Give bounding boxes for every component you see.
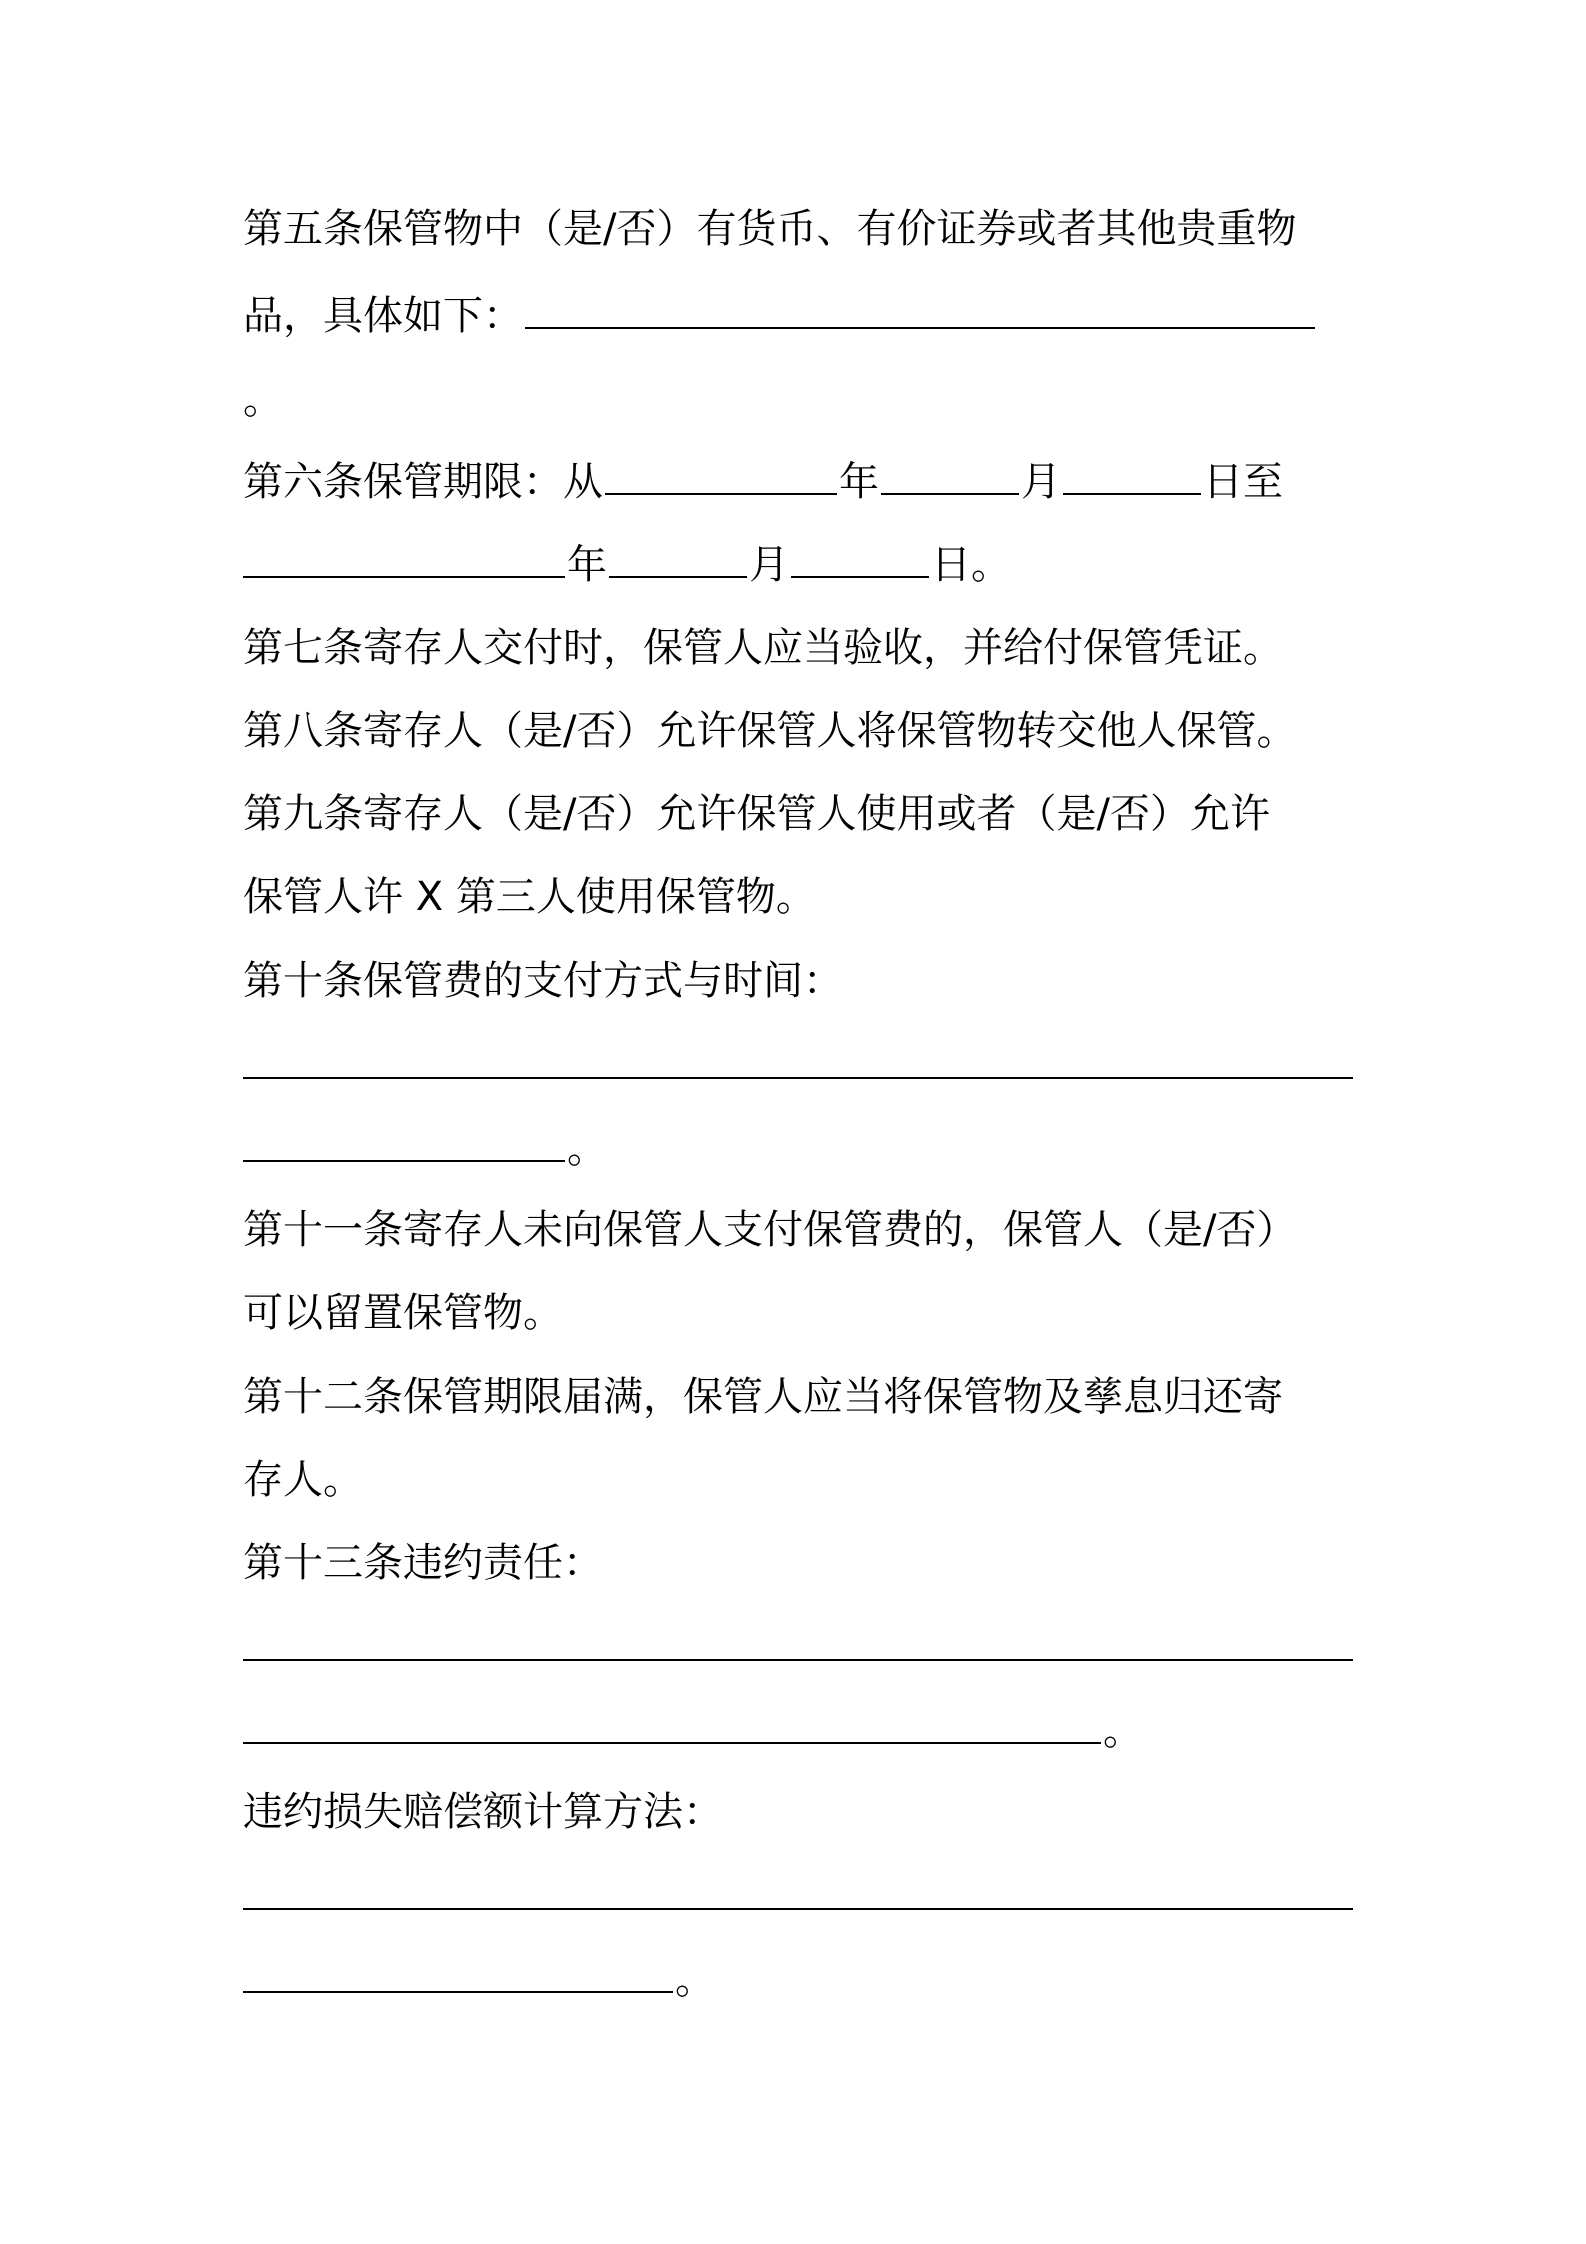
clause-13-line-3 — [243, 1707, 1143, 1755]
damages-end: 。 — [675, 1957, 715, 2003]
start-month-blank[interactable] — [881, 459, 1019, 495]
start-year-label: 年 — [839, 459, 879, 505]
liability-blank-1[interactable] — [243, 1625, 1353, 1661]
damages-line-1: 违约损失赔偿额计算方法： — [243, 1789, 723, 1835]
damages-blank-2[interactable] — [243, 1957, 673, 1993]
payment-method-blank-1[interactable] — [243, 1043, 1353, 1079]
clause-11-line-1: 第十一条寄存人未向保管人支付保管费的，保管人（是/否） — [243, 1207, 1297, 1253]
clause-5-line-3: 。 — [243, 377, 283, 423]
damages-blank-1[interactable] — [243, 1874, 1353, 1910]
liability-blank-2[interactable] — [243, 1708, 1101, 1744]
start-month-label: 月 — [1021, 459, 1061, 505]
clause-13-line-2 — [243, 1624, 1355, 1672]
clause-9-line-1: 第九条寄存人（是/否）允许保管人使用或者（是/否）允许 — [243, 791, 1270, 837]
contract-page — [243, 0, 1363, 2244]
payment-method-blank-2[interactable] — [243, 1126, 565, 1162]
clause-10-line-2 — [243, 1042, 1355, 1090]
damages-line-2 — [243, 1873, 1355, 1921]
end-day-label: 日。 — [931, 542, 1011, 588]
clause-12-line-1: 第十二条保管期限届满，保管人应当将保管物及孳息归还寄 — [243, 1374, 1283, 1420]
clause-5-intro: 品，具体如下： — [243, 293, 523, 339]
clause-7: 第七条寄存人交付时，保管人应当验收，并给付保管凭证。 — [243, 625, 1283, 671]
clause-10-line-1: 第十条保管费的支付方式与时间： — [243, 958, 843, 1004]
start-day-label: 日至 — [1203, 459, 1283, 505]
clause-6-line-1 — [243, 458, 1283, 506]
end-month-label: 月 — [749, 542, 789, 588]
clause-5-line-1: 第五条保管物中（是/否）有货币、有价证券或者其他贵重物 — [243, 206, 1297, 252]
clause-10-end: 。 — [567, 1126, 607, 1172]
clause-6-prefix: 第六条保管期限：从 — [243, 459, 603, 505]
clause-8: 第八条寄存人（是/否）允许保管人将保管物转交他人保管。 — [243, 708, 1297, 754]
clause-13-line-1: 第十三条违约责任： — [243, 1540, 603, 1586]
damages-line-3 — [243, 1956, 715, 2004]
end-year-blank[interactable] — [243, 542, 565, 578]
clause-10-line-3 — [243, 1125, 607, 1173]
end-day-blank[interactable] — [791, 542, 929, 578]
start-year-blank[interactable] — [605, 459, 837, 495]
clause-5-line-2 — [243, 292, 1317, 340]
start-day-blank[interactable] — [1063, 459, 1201, 495]
clause-6-line-2 — [243, 541, 1011, 589]
clause-11-line-2: 可以留置保管物。 — [243, 1290, 563, 1336]
end-year-label: 年 — [567, 542, 607, 588]
clause-12-line-2: 存人。 — [243, 1457, 363, 1503]
clause-9-line-2: 保管人许 X 第三人使用保管物。 — [243, 874, 816, 920]
clause-13-end: 。 — [1103, 1708, 1143, 1754]
end-month-blank[interactable] — [609, 542, 747, 578]
clause-5-details-blank[interactable] — [525, 293, 1315, 329]
